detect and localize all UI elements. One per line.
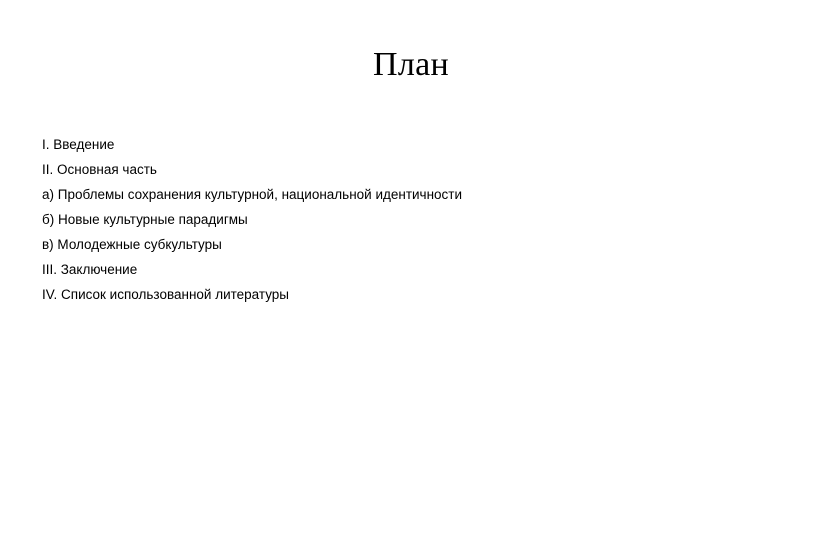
list-item: III. Заключение	[42, 262, 138, 277]
list-item: II. Основная часть	[42, 162, 157, 177]
list-item: а) Проблемы сохранения культурной, национальной идентичности	[42, 187, 463, 202]
list-item: IV. Список использованной литературы	[42, 287, 290, 302]
list-item: в) Молодежные субкультуры	[42, 237, 222, 252]
page-title: План	[372, 46, 449, 83]
list-item: I. Введение	[42, 137, 115, 152]
list-item: б) Новые культурные парадигмы	[42, 212, 248, 227]
plan-outline-list	[42, 132, 742, 307]
